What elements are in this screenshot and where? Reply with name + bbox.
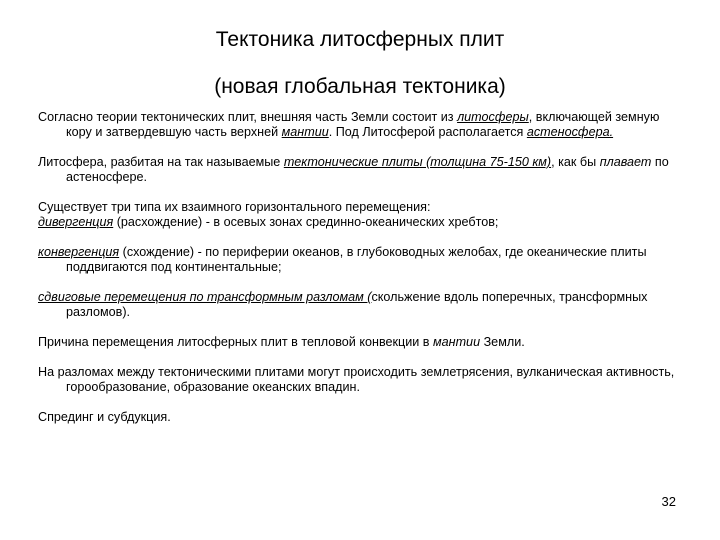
term-floats: плавает: [599, 155, 652, 169]
term-mantle: мантии: [281, 125, 329, 139]
paragraph-tectonic-plates: Литосфера, разбитая на так называемые тектонические плиты (толщина 75-150 км), как бы плавает по астеносфере.: [38, 155, 669, 184]
paragraph-convergence: конвергенция (схождение) - по периферии океанов, в глубоководных желобах, где океанические плиты поддвигаются под континентальные;: [38, 245, 647, 274]
paragraph-spreading: Спрединг и субдукция.: [38, 410, 171, 424]
term-convergence: конвергенция: [38, 245, 120, 259]
page-number: 32: [661, 494, 676, 509]
term-asthenosphere: астеносфера.: [526, 125, 614, 139]
paragraph-faults: На разломах между тектоническими плитами могут происходить землетрясения, вулканическая активность, горообразование, образование океанских впадин.: [38, 365, 675, 394]
paragraph-cause: Причина перемещения литосферных плит в тепловой конвекции в мантии Земли.: [38, 335, 525, 349]
slide-body: [38, 110, 688, 425]
paragraph-divergence: дивергенция (расхождение) - в осевых зонах срединно-океанических хребтов;: [38, 215, 499, 229]
slide-subtitle: (новая глобальная тектоника): [214, 75, 506, 98]
slide-title: Тектоника литосферных плит: [215, 28, 505, 51]
paragraph-lithosphere-theory: Согласно теории тектонических плит, внешняя часть Земли состоит из литосферы, включающей земную кору и затвердевшую часть верхней мантии. Под Литосферой располагается астеносфера.: [38, 110, 660, 139]
term-transform-faults: сдвиговые перемещения по трансформным разломам (: [38, 290, 372, 304]
term-divergence: дивергенция: [38, 215, 114, 229]
paragraph-transform: сдвиговые перемещения по трансформным разломам (скольжение вдоль поперечных, трансформных разломов).: [38, 290, 648, 319]
term-mantle-2: мантии: [433, 335, 481, 349]
term-tectonic-plates: тектонические плиты (толщина 75-150 км): [283, 155, 552, 169]
term-lithosphere: литосферы: [457, 110, 529, 124]
paragraph-movement-types: Существует три типа их взаимного горизонтального перемещения:: [38, 200, 431, 214]
